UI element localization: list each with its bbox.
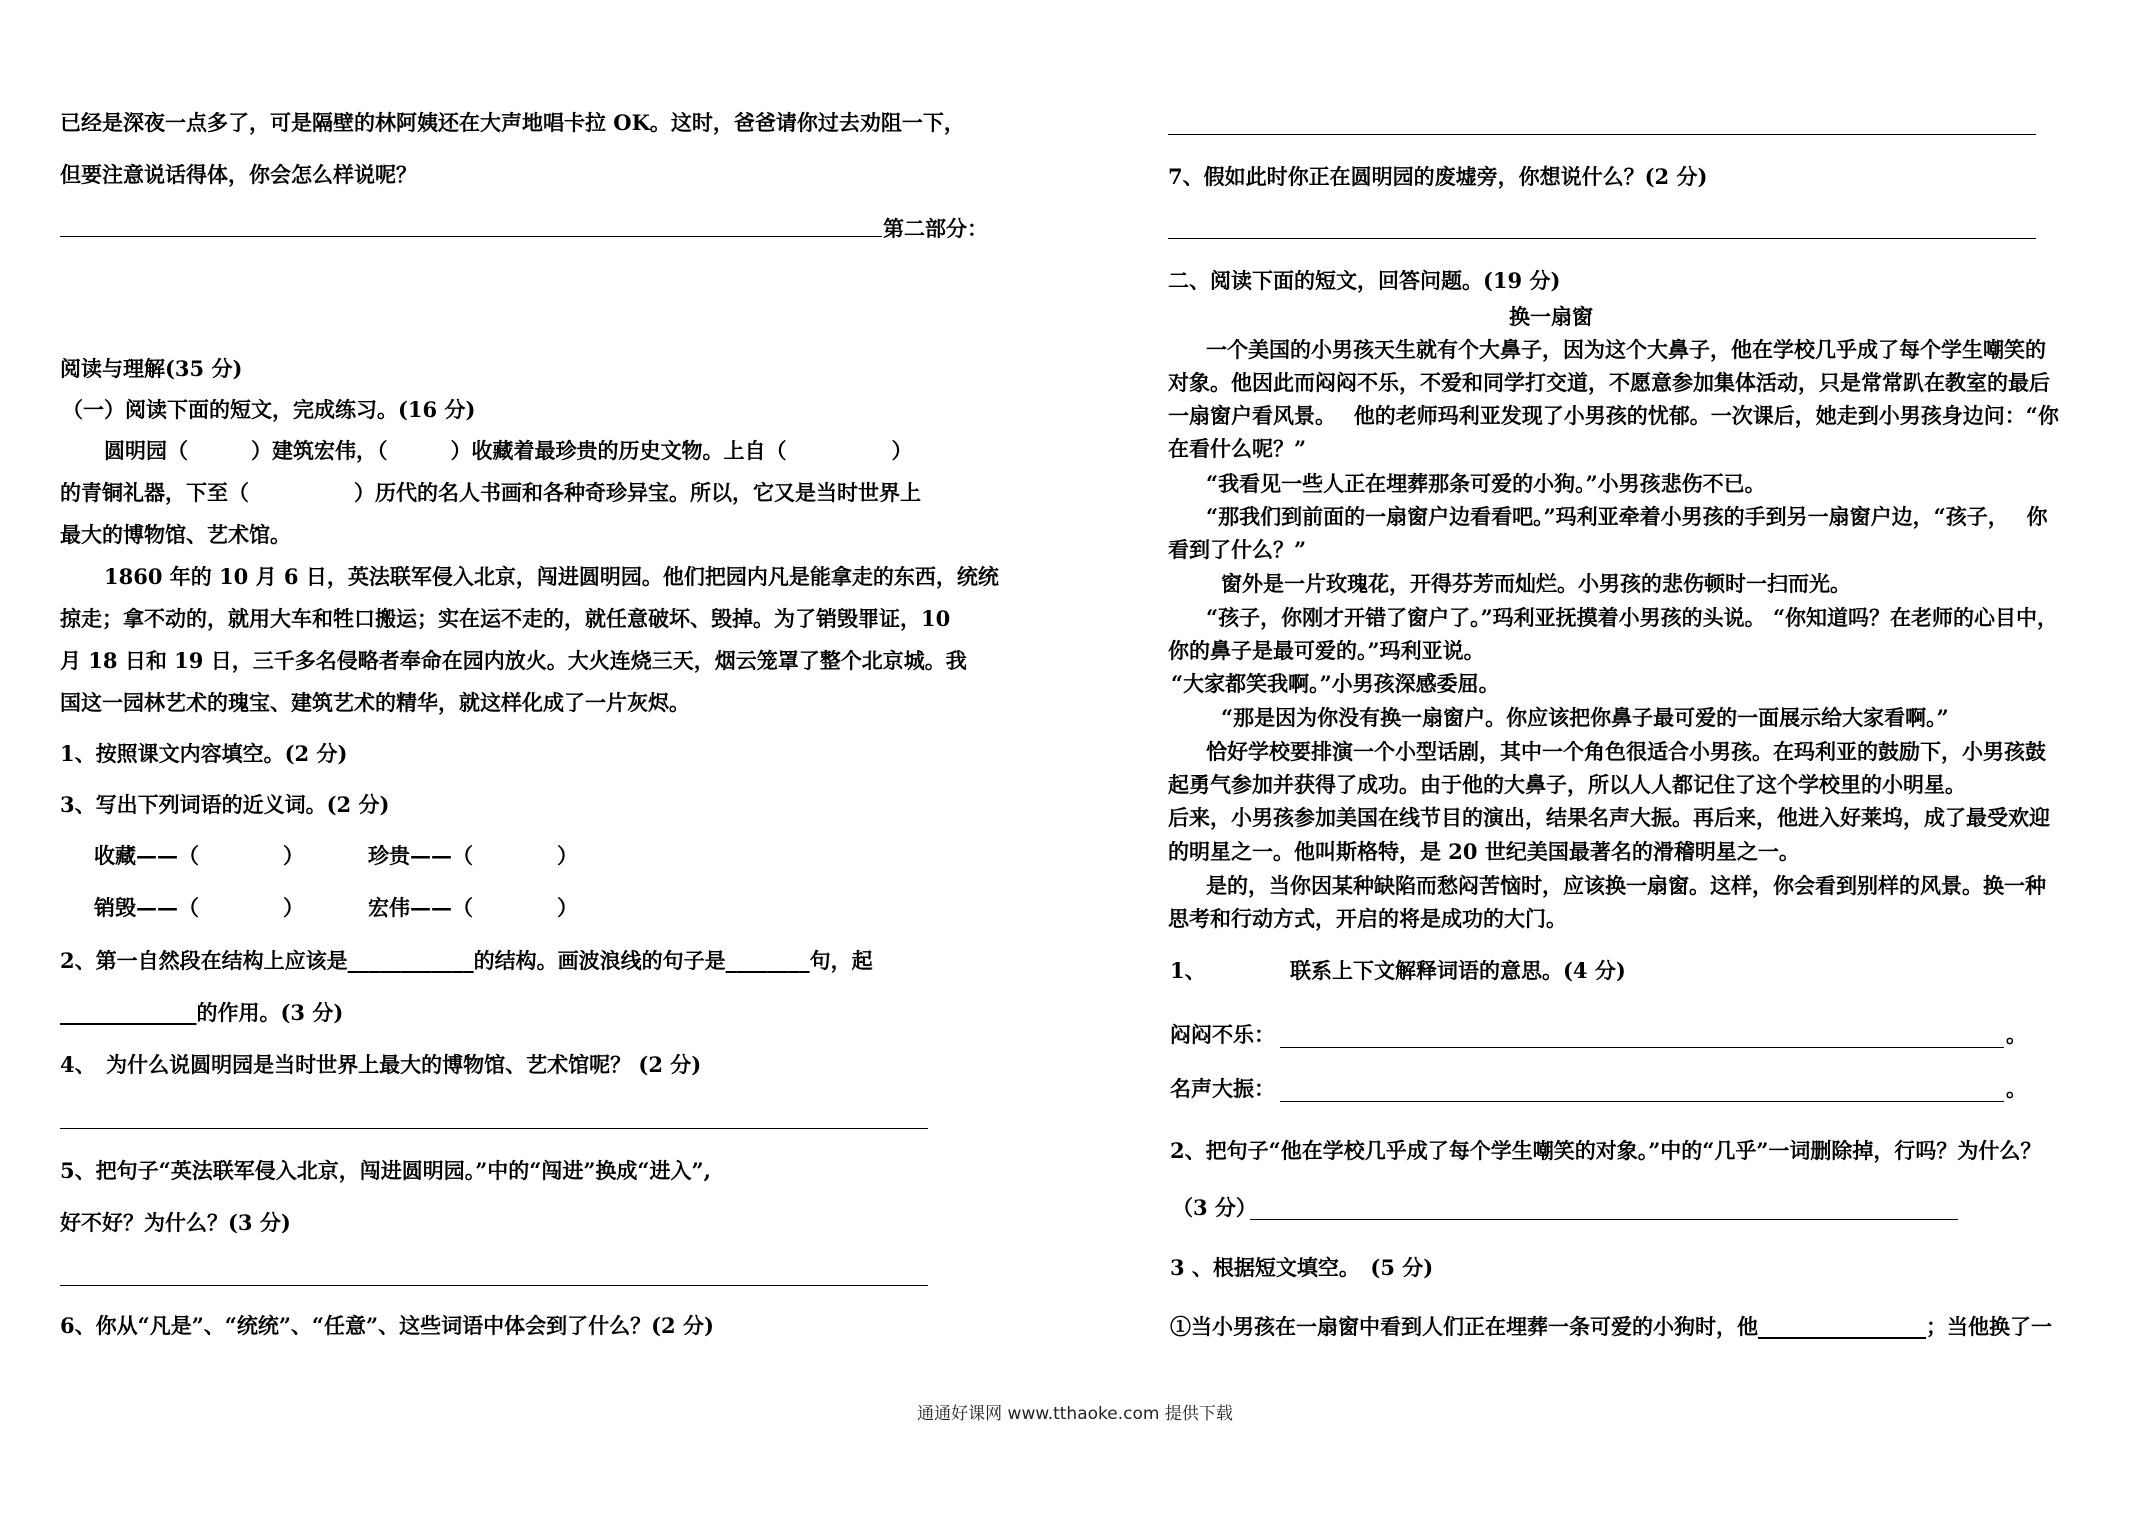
story-line-13: 恰好学校要排演一个小型话剧，其中一个角色很适合小男孩。在玛利亚的鼓励下，小男孩鼓 [1206, 739, 2046, 764]
story-line-6: “那我们到前面的一扇窗户边看看吧。”玛利亚牵着小男孩的手到另一扇窗户边，“孩子， 你 [1206, 504, 2048, 529]
end-mark: 。 [2006, 1076, 2027, 1101]
answer-line [1280, 1047, 2004, 1048]
answer-line [1168, 238, 2036, 239]
question-6: 6、你从“凡是”、“统统”、“任意”、这些词语中体会到了什么？(2 分) [60, 1313, 714, 1338]
word-2-label: 名声大振： [1170, 1076, 1275, 1101]
passage2-line-1: 1860 年的 10 月 6 日，英法联军侵入北京，闯进圆明园。他们把园内凡是能拿走的东西，统统 [104, 564, 999, 589]
story-line-3: 一扇窗户看风景。 他的老师玛利亚发现了小男孩的忧郁。一次课后，她走到小男孩身边问：“你 [1168, 403, 2059, 428]
story-line-18: 思考和行动方式，开启的将是成功的大门。 [1168, 906, 1567, 931]
question-5-line-1: 5、把句子“英法联军侵入北京，闯进圆明园。”中的“闯进”换成“进入”, [60, 1158, 711, 1183]
story-line-11: “大家都笑我啊。”小男孩深感委屈。 [1171, 671, 1500, 696]
answer-line [60, 1128, 928, 1129]
reading-question-1-number: 1、 [1170, 958, 1206, 983]
question-2-line-1: 2、第一自然段在结构上应该是____________的结构。画波浪线的句子是________句，起 [60, 948, 873, 973]
intro-line-2: 但要注意说话得体，你会怎么样说呢？ [60, 162, 417, 187]
synonym-a: 收藏——（ ） [94, 843, 304, 868]
story-line-10: 你的鼻子是最可爱的。”玛利亚说。 [1168, 638, 1485, 663]
answer-line [1280, 1101, 2004, 1102]
question-2-line-2: _____________的作用。(3 分) [60, 1000, 344, 1025]
answer-line [1250, 1219, 1958, 1220]
story-line-14: 起勇气参加并获得了成功。由于他的大鼻子，所以人人都记住了这个学校里的小明星。 [1168, 772, 1966, 797]
question-4: 4、 为什么说圆明园是当时世界上最大的博物馆、艺术馆呢？ (2 分) [60, 1052, 702, 1077]
reading-question-3-item-1: ①当小男孩在一扇窗中看到人们正在埋葬一条可爱的小狗时，他________________；当他换了一 [1170, 1314, 2052, 1339]
story-line-1: 一个美国的小男孩天生就有个大鼻子，因为这个大鼻子，他在学校几乎成了每个学生嘲笑的 [1206, 337, 2046, 362]
reading-title: 阅读与理解(35 分) [60, 356, 243, 381]
story-title: 换一扇窗 [1509, 304, 1593, 329]
end-mark: 。 [2006, 1022, 2027, 1047]
story-line-7: 看到了什么？” [1168, 537, 1307, 562]
answer-line [60, 236, 882, 237]
answer-line [1168, 134, 2036, 135]
section-2-title: 二、阅读下面的短文，回答问题。(19 分) [1168, 268, 1561, 293]
story-line-12: “那是因为你没有换一扇窗户。你应该把你鼻子最可爱的一面展示给大家看啊。” [1221, 705, 1949, 730]
story-line-15: 后来，小男孩参加美国在线节目的演出，结果名声大振。再后来，他进入好莱坞，成了最受欢迎 [1168, 805, 2050, 830]
story-line-9: “孩子，你刚才开错了窗户了。”玛利亚抚摸着小男孩的头说。 “你知道吗？在老师的心目中， [1206, 605, 2059, 630]
synonym-c: 销毁——（ ） [94, 895, 304, 920]
reading-question-1: 联系上下文解释词语的意思。(4 分) [1290, 958, 1626, 983]
question-7: 7、假如此时你正在圆明园的废墟旁，你想说什么？(2 分) [1168, 164, 1708, 189]
story-line-2: 对象。他因此而闷闷不乐，不爱和同学打交道，不愿意参加集体活动，只是常常趴在教室的最后 [1168, 370, 2050, 395]
question-1: 1、按照课文内容填空。(2 分) [60, 741, 348, 766]
passage1-line-1: 圆明园（ ）建筑宏伟，（ ）收藏着最珍贵的历史文物。上自（ ） [104, 438, 913, 463]
reading-question-3: 3 、根据短文填空。 (5 分) [1170, 1255, 1434, 1280]
reading-question-2-line-1: 2、把句子“他在学校几乎成了每个学生嘲笑的对象。”中的“几乎”一词删除掉，行吗？为什么？ [1170, 1138, 2042, 1163]
story-line-8: 窗外是一片玫瑰花，开得芬芳而灿烂。小男孩的悲伤顿时一扫而光。 [1221, 571, 1851, 596]
footer-credit: 通通好课网 www.tthaoke.com 提供下载 [917, 1404, 1233, 1424]
part-two-label: 第二部分： [883, 216, 988, 241]
synonym-b: 珍贵——（ ） [368, 843, 578, 868]
story-line-5: “我看见一些人正在埋葬那条可爱的小狗。”小男孩悲伤不已。 [1206, 471, 1766, 496]
passage2-line-4: 国这一园林艺术的瑰宝、建筑艺术的精华，就这样化成了一片灰烬。 [60, 690, 690, 715]
section-1-title: （一）阅读下面的短文，完成练习。(16 分) [62, 397, 476, 422]
story-line-4: 在看什么呢？” [1168, 436, 1307, 461]
synonym-d: 宏伟——（ ） [368, 895, 578, 920]
passage1-line-2: 的青铜礼器，下至（ ）历代的名人书画和各种奇珍异宝。所以，它又是当时世界上 [60, 480, 921, 505]
answer-line [60, 1285, 928, 1286]
word-1-label: 闷闷不乐： [1170, 1022, 1275, 1047]
question-5-line-2: 好不好？为什么？(3 分) [60, 1210, 291, 1235]
passage1-line-3: 最大的博物馆、艺术馆。 [60, 522, 291, 547]
story-line-17: 是的，当你因某种缺陷而愁闷苦恼时，应该换一扇窗。这样，你会看到别样的风景。换一种 [1206, 873, 2046, 898]
passage2-line-3: 月 18 日和 19 日，三千多名侵略者奉命在园内放火。大火连烧三天，烟云笼罩了整个北京城。我 [60, 648, 967, 673]
story-line-16: 的明星之一。他叫斯格特，是 20 世纪美国最著名的滑稽明星之一。 [1168, 839, 1800, 864]
passage2-line-2: 掠走；拿不动的，就用大车和牲口搬运；实在运不走的，就任意破坏、毁掉。为了销毁罪证，10 [60, 606, 951, 631]
intro-line-1: 已经是深夜一点多了，可是隔壁的林阿姨还在大声地唱卡拉 OK。这时，爸爸请你过去劝阻一下， [60, 110, 965, 135]
question-3: 3、写出下列词语的近义词。(2 分) [60, 792, 390, 817]
reading-question-2-line-2: （3 分） [1172, 1195, 1257, 1220]
